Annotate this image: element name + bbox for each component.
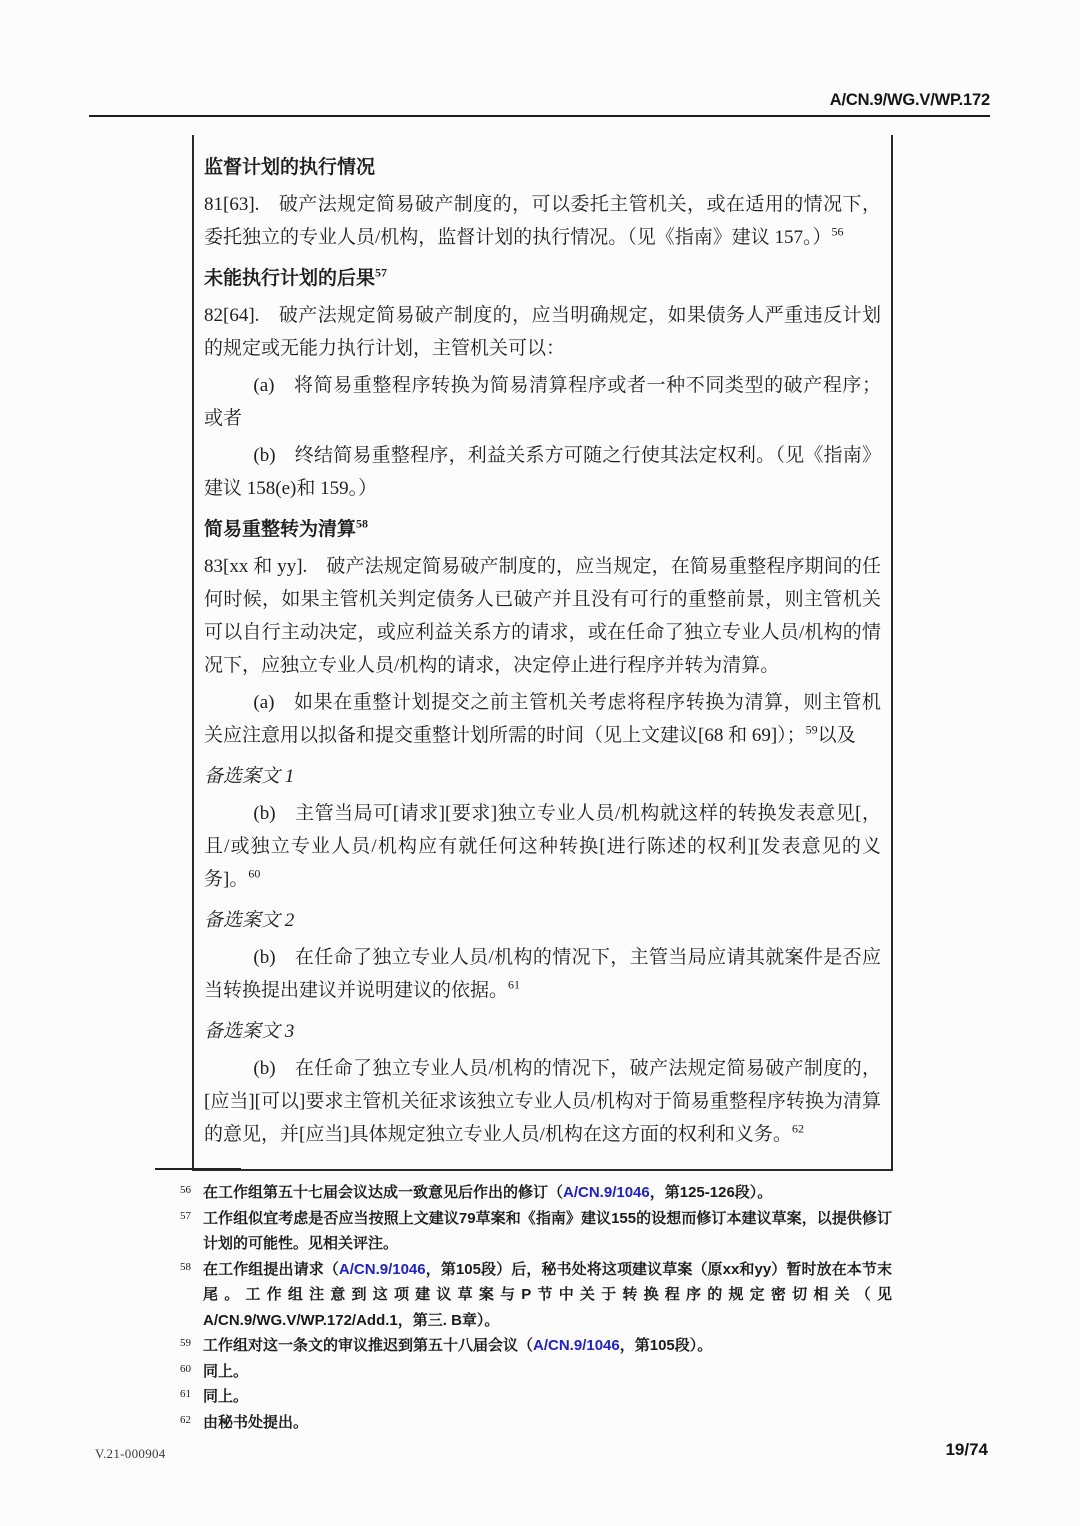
section-heading bbox=[204, 513, 881, 546]
recommendations-box bbox=[192, 135, 893, 1171]
text-run: ，第105段）。 bbox=[619, 1337, 713, 1354]
text-run: ，第105段）后，秘书处将这项建议草案（原xx和yy）暂时放在本节末尾。工作组注意到这项建议草案与P节中关于转换程序的规定密切相关（见 A/CN.9/WG.V/WP.172/Add.1，第三. B章）。 bbox=[203, 1260, 892, 1329]
footnote-ref: 61 bbox=[508, 977, 521, 992]
list-item bbox=[204, 439, 881, 505]
footnote bbox=[178, 1333, 892, 1359]
document-link[interactable]: A/CN.9/1046 bbox=[533, 1337, 620, 1354]
footnote-number: 60 bbox=[180, 1362, 191, 1375]
list-item bbox=[204, 1052, 881, 1151]
text-run: 备选案文 3 bbox=[204, 1021, 295, 1042]
footnote-ref: 57 bbox=[375, 265, 388, 280]
list-item bbox=[204, 797, 881, 896]
footnote-text bbox=[203, 1261, 892, 1329]
text-run: (b) 主管当局可[请求][要求]独立专业人员/机构就这样的转换发表意见[，且/或独立专业人员/机构应有就任何这种转换[进行陈述的权利][发表意见的义务]。 bbox=[204, 803, 881, 890]
alternative-text-heading bbox=[204, 904, 881, 937]
footnote bbox=[178, 1384, 892, 1410]
alternative-text-heading bbox=[204, 1015, 881, 1048]
text-run: 81[63]. 破产法规定简易破产制度的，可以委托主管机关，或在适用的情况下，委托独立的专业人员/机构，监督计划的执行情况。（见《指南》建议 157。） bbox=[204, 194, 881, 248]
footnote-number: 62 bbox=[180, 1413, 191, 1426]
footnote-ref: 56 bbox=[831, 224, 844, 239]
text-run: (a) 将简易重整程序转换为简易清算程序或者一种不同类型的破产程序；或者 bbox=[204, 375, 881, 429]
text-run: 工作组似宜考虑是否应当按照上文建议79草案和《指南》建议155的设想而修订本建议草案，以提供修订计划的可能性。见相关评注。 bbox=[203, 1209, 892, 1252]
alternative-text-heading bbox=[204, 760, 881, 793]
footnote-text bbox=[203, 1414, 308, 1431]
section-heading bbox=[204, 262, 881, 295]
text-run: 在工作组第五十七届会议达成一致意见后作出的修订（ bbox=[203, 1184, 564, 1201]
footnote-number: 57 bbox=[180, 1209, 191, 1222]
footnote-ref: 62 bbox=[791, 1121, 804, 1136]
list-item bbox=[204, 369, 881, 435]
paragraph bbox=[204, 299, 881, 365]
footnote-text bbox=[203, 1363, 248, 1380]
text-run: 备选案文 2 bbox=[204, 910, 295, 931]
text-run: 82[64]. 破产法规定简易破产制度的，应当明确规定，如果债务人严重违反计划的规定或无能力执行计划，主管机关可以： bbox=[204, 305, 881, 359]
text-run: (a) 如果在重整计划提交之前主管机关考虑将程序转换为清算，则主管机关应注意用以拟备和提交重整计划所需的时间（见上文建议[68 和 69]）； bbox=[204, 692, 881, 746]
text-run: 在工作组提出请求（ bbox=[203, 1260, 339, 1278]
footnote-ref: 58 bbox=[356, 516, 369, 531]
footnote-number: 61 bbox=[180, 1388, 191, 1400]
footnote-number: 56 bbox=[180, 1184, 191, 1196]
text-run: 简易重整转为清算 bbox=[204, 519, 357, 540]
text-run: 以及 bbox=[817, 725, 856, 746]
text-run: 工作组对这一条文的审议推迟到第五十八届会议（ bbox=[203, 1337, 534, 1354]
section-heading bbox=[204, 151, 881, 184]
text-run: (b) 终结简易重整程序，利益关系方可随之行使其法定权利。（见《指南》建议 158(e)和 159。） bbox=[204, 445, 881, 499]
footnote bbox=[178, 1410, 892, 1436]
text-run: 83[xx 和 yy]. 破产法规定简易破产制度的，应当规定，在简易重整程序期间的任何时候，如果主管机关判定债务人已破产并且没有可行的重整前景，则主管机关可以自行主动决定，或应利益关系方的请求，或在任命了独立专业人员/机构的情况下，应独立专业人员/机构的请求，决定停止进行程序并转为清算。 bbox=[204, 556, 881, 676]
footnote-text bbox=[203, 1184, 772, 1201]
header-rule bbox=[89, 115, 990, 117]
footnote-text bbox=[203, 1388, 248, 1405]
text-run: 备选案文 1 bbox=[204, 766, 295, 787]
footnote bbox=[178, 1180, 892, 1206]
footnote bbox=[178, 1359, 892, 1385]
footnote-separator bbox=[155, 1168, 241, 1170]
footnote-number: 58 bbox=[180, 1260, 191, 1273]
text-run: 同上。 bbox=[203, 1362, 249, 1380]
footnote-ref: 59 bbox=[805, 722, 818, 737]
footnote bbox=[178, 1257, 892, 1334]
text-run: 未能执行计划的后果 bbox=[204, 268, 376, 289]
footnote-text bbox=[203, 1210, 892, 1253]
footnotes-section bbox=[178, 1180, 892, 1435]
footnote-text bbox=[203, 1337, 712, 1354]
text-run: 由秘书处提出。 bbox=[203, 1413, 309, 1431]
text-run: (b) 在任命了独立专业人员/机构的情况下，主管当局应请其就案件是否应当转换提出建议并说明建议的依据。 bbox=[204, 947, 881, 1001]
document-link[interactable]: A/CN.9/1046 bbox=[563, 1184, 650, 1201]
list-item bbox=[204, 941, 881, 1007]
text-run: ，第125-126段）。 bbox=[649, 1184, 773, 1201]
footer-page-number: 19/74 bbox=[945, 1440, 988, 1459]
document-symbol: A/CN.9/WG.V/WP.172 bbox=[829, 91, 990, 109]
text-run: 同上。 bbox=[203, 1388, 249, 1405]
footnote-ref: 60 bbox=[248, 866, 261, 881]
paragraph bbox=[204, 188, 881, 254]
list-item bbox=[204, 686, 881, 752]
footer-document-number: V.21-000904 bbox=[95, 1446, 166, 1461]
footnote bbox=[178, 1206, 892, 1257]
document-link[interactable]: A/CN.9/1046 bbox=[338, 1260, 426, 1278]
text-run: 监督计划的执行情况 bbox=[204, 157, 376, 178]
paragraph bbox=[204, 550, 881, 682]
footnote-number: 59 bbox=[180, 1337, 191, 1349]
text-run: (b) 在任命了独立专业人员/机构的情况下，破产法规定简易破产制度的，[应当][可以]要求主管机关征求该独立专业人员/机构对于简易重整程序转换为清算的意见，并[应当]具体规定独立专业人员/机构在这方面的权利和义务。 bbox=[204, 1058, 881, 1145]
